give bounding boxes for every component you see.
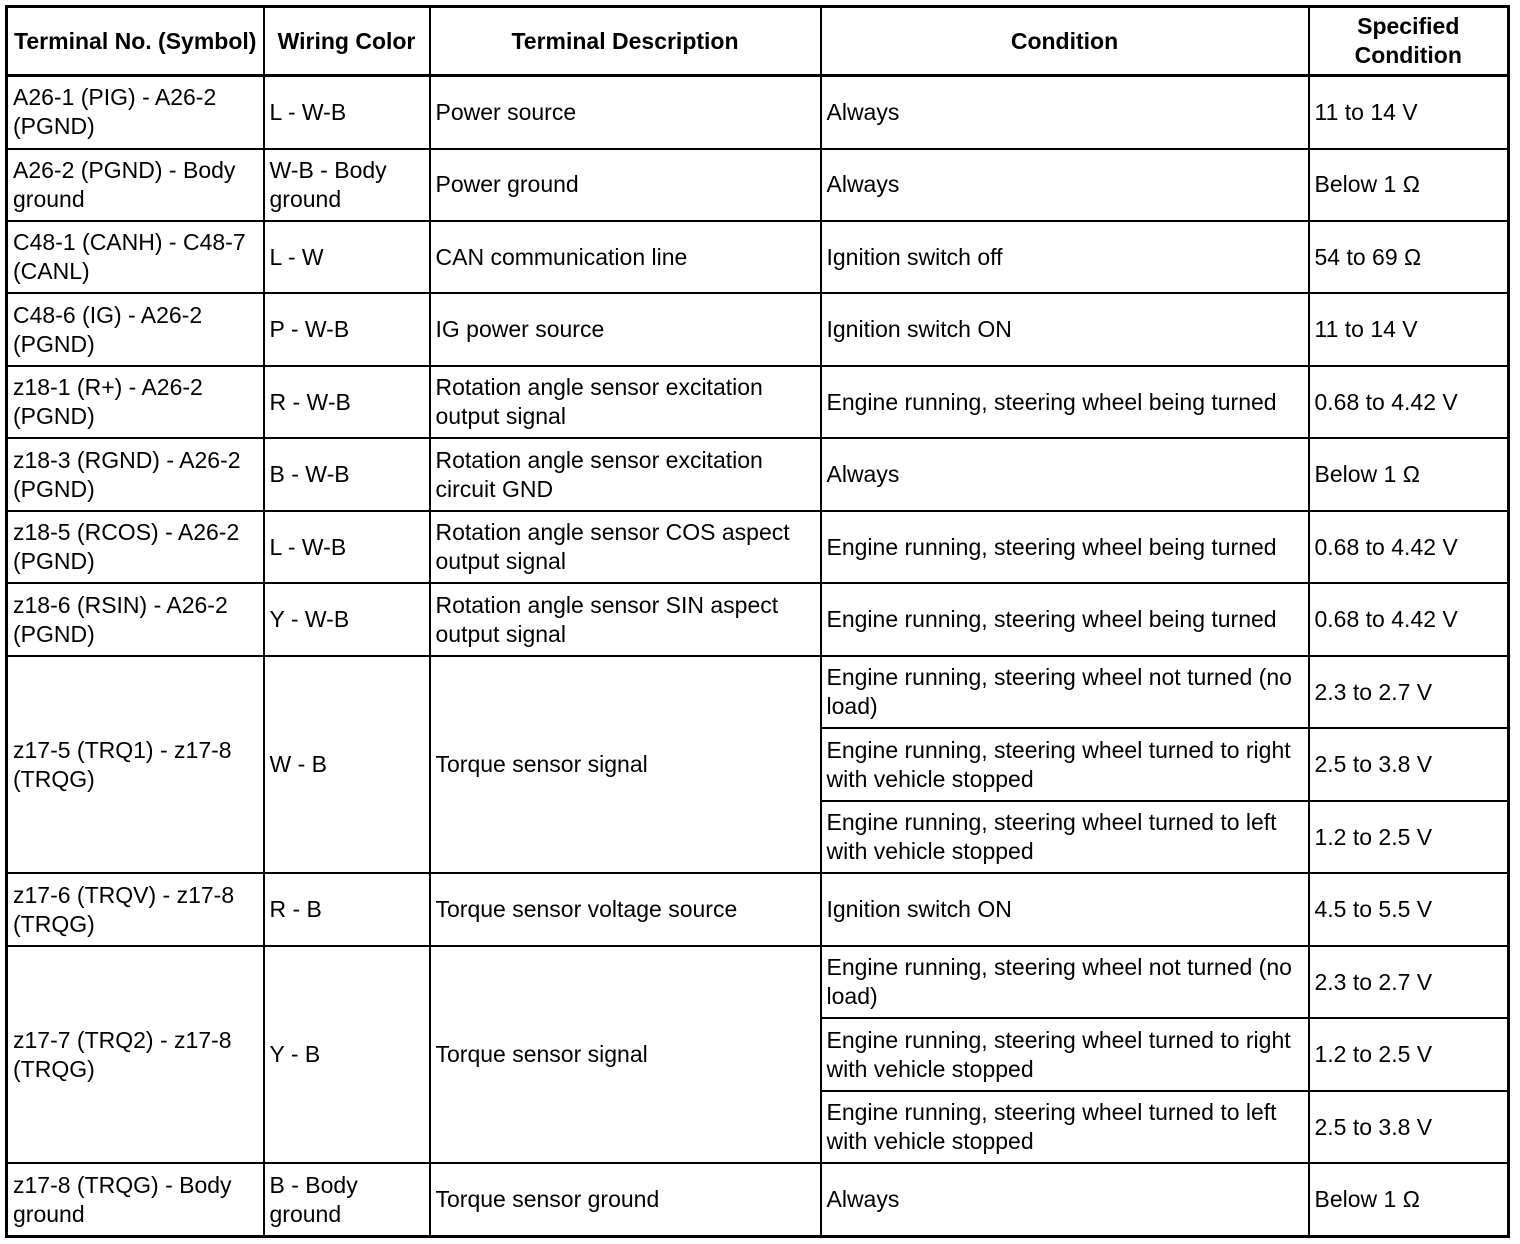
- condition-cell: Engine running, steering wheel being turned: [821, 511, 1309, 583]
- table-body: [7, 76, 1509, 1237]
- condition-cell: Always: [821, 1163, 1309, 1236]
- specified-condition-cell: 54 to 69 Ω: [1309, 221, 1509, 293]
- terminal-cell: z18-5 (RCOS) - A26-2 (PGND): [7, 511, 264, 583]
- condition-cell: Engine running, steering wheel turned to left with vehicle stopped: [821, 1091, 1309, 1163]
- table-row: [7, 149, 1509, 221]
- terminal-cell: z18-1 (R+) - A26-2 (PGND): [7, 366, 264, 438]
- wiring-color-cell: Y - B: [264, 946, 430, 1163]
- wiring-color-cell: W-B - Body ground: [264, 149, 430, 221]
- specified-condition-cell: Below 1 Ω: [1309, 149, 1509, 221]
- specified-condition-cell: 1.2 to 2.5 V: [1309, 801, 1509, 873]
- header-wiring-color: Wiring Color: [264, 7, 430, 76]
- wiring-color-cell: L - W: [264, 221, 430, 293]
- header-row: [7, 7, 1509, 76]
- table-row: [7, 873, 1509, 945]
- table-row: [7, 1163, 1509, 1236]
- specified-condition-cell: Below 1 Ω: [1309, 1163, 1509, 1236]
- specified-condition-cell: 11 to 14 V: [1309, 293, 1509, 365]
- terminal-cell: C48-6 (IG) - A26-2 (PGND): [7, 293, 264, 365]
- table-row: [7, 293, 1509, 365]
- description-cell: Power source: [430, 76, 821, 149]
- description-cell: Rotation angle sensor SIN aspect output signal: [430, 583, 821, 655]
- wiring-color-cell: W - B: [264, 656, 430, 873]
- wiring-color-cell: L - W-B: [264, 511, 430, 583]
- condition-cell: Engine running, steering wheel being turned: [821, 366, 1309, 438]
- header-condition: Condition: [821, 7, 1309, 76]
- wiring-color-cell: R - B: [264, 873, 430, 945]
- description-cell: Rotation angle sensor excitation circuit GND: [430, 438, 821, 510]
- wiring-color-cell: R - W-B: [264, 366, 430, 438]
- condition-cell: Ignition switch ON: [821, 873, 1309, 945]
- condition-cell: Ignition switch ON: [821, 293, 1309, 365]
- terminal-cell: z17-8 (TRQG) - Body ground: [7, 1163, 264, 1236]
- description-cell: Rotation angle sensor COS aspect output signal: [430, 511, 821, 583]
- condition-cell: Ignition switch off: [821, 221, 1309, 293]
- terminal-cell: z18-3 (RGND) - A26-2 (PGND): [7, 438, 264, 510]
- condition-cell: Engine running, steering wheel not turned (no load): [821, 946, 1309, 1018]
- specified-condition-cell: 2.3 to 2.7 V: [1309, 946, 1509, 1018]
- description-cell: Torque sensor voltage source: [430, 873, 821, 945]
- specified-condition-cell: 11 to 14 V: [1309, 76, 1509, 149]
- specified-condition-cell: 2.3 to 2.7 V: [1309, 656, 1509, 728]
- table-row: [7, 656, 1509, 728]
- table-row: [7, 366, 1509, 438]
- terminal-spec-table: [5, 5, 1510, 1238]
- table-row: [7, 946, 1509, 1018]
- description-cell: Rotation angle sensor excitation output signal: [430, 366, 821, 438]
- description-cell: IG power source: [430, 293, 821, 365]
- description-cell: CAN communication line: [430, 221, 821, 293]
- specified-condition-cell: 2.5 to 3.8 V: [1309, 1091, 1509, 1163]
- terminal-cell: z17-5 (TRQ1) - z17-8 (TRQG): [7, 656, 264, 873]
- table-row: [7, 583, 1509, 655]
- header-specified-condition: Specified Condition: [1309, 7, 1509, 76]
- specified-condition-cell: 1.2 to 2.5 V: [1309, 1018, 1509, 1090]
- description-cell: Torque sensor ground: [430, 1163, 821, 1236]
- table-row: [7, 221, 1509, 293]
- table-row: [7, 511, 1509, 583]
- specified-condition-cell: 2.5 to 3.8 V: [1309, 728, 1509, 800]
- table-row: [7, 438, 1509, 510]
- specified-condition-cell: 0.68 to 4.42 V: [1309, 511, 1509, 583]
- condition-cell: Engine running, steering wheel being turned: [821, 583, 1309, 655]
- wiring-color-cell: L - W-B: [264, 76, 430, 149]
- condition-cell: Always: [821, 149, 1309, 221]
- condition-cell: Engine running, steering wheel turned to left with vehicle stopped: [821, 801, 1309, 873]
- description-cell: Power ground: [430, 149, 821, 221]
- terminal-cell: A26-2 (PGND) - Body ground: [7, 149, 264, 221]
- header-terminal-description: Terminal Description: [430, 7, 821, 76]
- wiring-color-cell: B - W-B: [264, 438, 430, 510]
- wiring-color-cell: B - Body ground: [264, 1163, 430, 1236]
- condition-cell: Engine running, steering wheel turned to right with vehicle stopped: [821, 728, 1309, 800]
- terminal-cell: z18-6 (RSIN) - A26-2 (PGND): [7, 583, 264, 655]
- header-terminal: Terminal No. (Symbol): [7, 7, 264, 76]
- condition-cell: Always: [821, 438, 1309, 510]
- description-cell: Torque sensor signal: [430, 656, 821, 873]
- table-header: [7, 7, 1509, 76]
- condition-cell: Engine running, steering wheel not turned (no load): [821, 656, 1309, 728]
- condition-cell: Engine running, steering wheel turned to right with vehicle stopped: [821, 1018, 1309, 1090]
- terminal-cell: A26-1 (PIG) - A26-2 (PGND): [7, 76, 264, 149]
- specified-condition-cell: 0.68 to 4.42 V: [1309, 583, 1509, 655]
- table-row: [7, 76, 1509, 149]
- specified-condition-cell: 4.5 to 5.5 V: [1309, 873, 1509, 945]
- wiring-color-cell: P - W-B: [264, 293, 430, 365]
- terminal-cell: C48-1 (CANH) - C48-7 (CANL): [7, 221, 264, 293]
- condition-cell: Always: [821, 76, 1309, 149]
- wiring-color-cell: Y - W-B: [264, 583, 430, 655]
- terminal-cell: z17-7 (TRQ2) - z17-8 (TRQG): [7, 946, 264, 1163]
- description-cell: Torque sensor signal: [430, 946, 821, 1163]
- terminal-cell: z17-6 (TRQV) - z17-8 (TRQG): [7, 873, 264, 945]
- specified-condition-cell: 0.68 to 4.42 V: [1309, 366, 1509, 438]
- specified-condition-cell: Below 1 Ω: [1309, 438, 1509, 510]
